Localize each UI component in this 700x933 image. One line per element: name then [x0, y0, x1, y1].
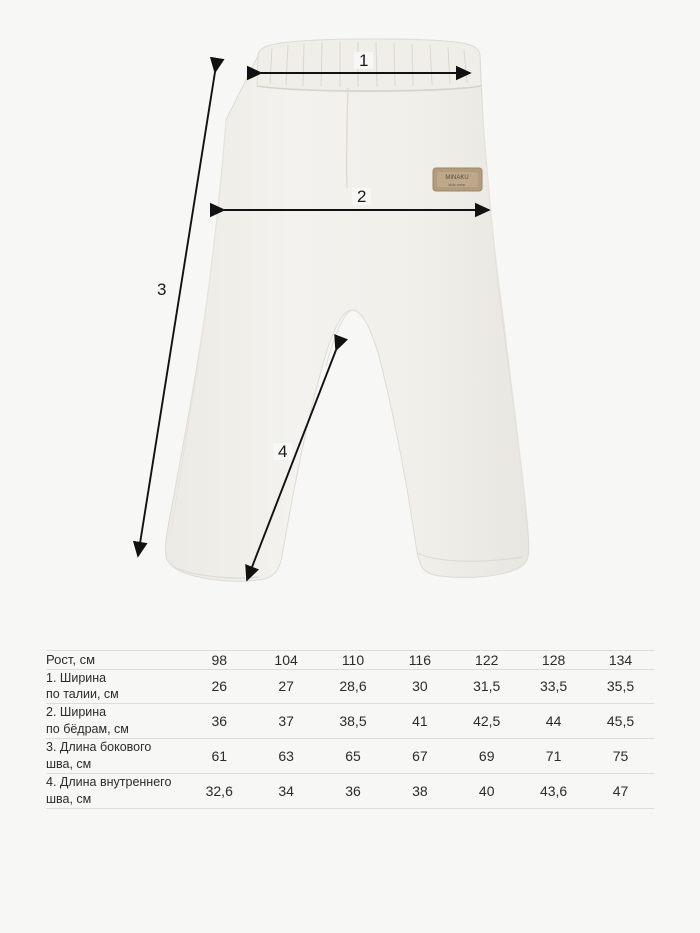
row-number: 1.	[46, 670, 60, 685]
header-size-134: 134	[587, 651, 654, 670]
cell-inseam-116: 38	[386, 773, 453, 808]
row-label-hip-width	[46, 704, 186, 739]
cell-side-134: 75	[587, 739, 654, 774]
cell-hip-122: 42,5	[453, 704, 520, 739]
table-row	[46, 739, 654, 774]
cell-hip-116: 41	[386, 704, 453, 739]
row-name-line2: шва, см	[46, 756, 92, 771]
table-body	[46, 669, 654, 808]
cell-hip-134: 45,5	[587, 704, 654, 739]
cell-inseam-110: 36	[320, 773, 387, 808]
row-name-line1: Ширина	[59, 705, 107, 720]
table-header-row	[46, 651, 654, 670]
cell-hip-110: 38,5	[320, 704, 387, 739]
cell-waist-134: 35,5	[587, 669, 654, 704]
header-size-116: 116	[386, 651, 453, 670]
cell-inseam-104: 34	[253, 773, 320, 808]
cell-waist-98: 26	[186, 669, 253, 704]
row-name-line2: по бёдрам, см	[46, 722, 129, 737]
cell-inseam-134: 47	[587, 773, 654, 808]
row-label-waist-width	[46, 669, 186, 704]
header-size-110: 110	[320, 651, 387, 670]
table-head	[46, 651, 654, 670]
row-name-line1: Длина бокового	[59, 740, 152, 755]
size-table	[46, 650, 654, 809]
cell-waist-116: 30	[386, 669, 453, 704]
row-name-line1: Длина внутреннего	[59, 774, 172, 789]
row-label-inseam	[46, 773, 186, 808]
dimension-label-1: 1	[354, 52, 373, 69]
cell-side-122: 69	[453, 739, 520, 774]
row-name-line2: по талии, см	[46, 687, 119, 702]
dimension-label-2: 2	[352, 188, 371, 205]
cell-waist-110: 28,6	[320, 669, 387, 704]
svg-text:MINAKU: MINAKU	[445, 175, 469, 181]
cell-hip-128: 44	[520, 704, 587, 739]
cell-side-98: 61	[186, 739, 253, 774]
cell-waist-128: 33,5	[520, 669, 587, 704]
row-name-line2: шва, см	[46, 791, 92, 806]
row-number: 4.	[46, 774, 60, 789]
table-row	[46, 704, 654, 739]
row-name-line1: Ширина	[59, 670, 107, 685]
dimension-label-3: 3	[152, 281, 171, 298]
cell-inseam-128: 43,6	[520, 773, 587, 808]
cell-side-110: 65	[320, 739, 387, 774]
dimension-label-4: 4	[273, 443, 292, 460]
svg-text:kids wear: kids wear	[448, 182, 466, 187]
cell-waist-122: 31,5	[453, 669, 520, 704]
header-size-128: 128	[520, 651, 587, 670]
cell-inseam-122: 40	[453, 773, 520, 808]
cell-hip-104: 37	[253, 704, 320, 739]
table-row	[46, 773, 654, 808]
table-row	[46, 669, 654, 704]
cell-side-128: 71	[520, 739, 587, 774]
header-size-104: 104	[253, 651, 320, 670]
row-label-side-seam	[46, 739, 186, 774]
cell-side-116: 67	[386, 739, 453, 774]
cell-side-104: 63	[253, 739, 320, 774]
header-size-122: 122	[453, 651, 520, 670]
row-number: 2.	[46, 705, 60, 720]
cell-inseam-98: 32,6	[186, 773, 253, 808]
row-number: 3.	[46, 740, 60, 755]
header-measure-label: Рост, см	[46, 651, 186, 670]
cell-hip-98: 36	[186, 704, 253, 739]
cell-waist-104: 27	[253, 669, 320, 704]
header-size-98: 98	[186, 651, 253, 670]
